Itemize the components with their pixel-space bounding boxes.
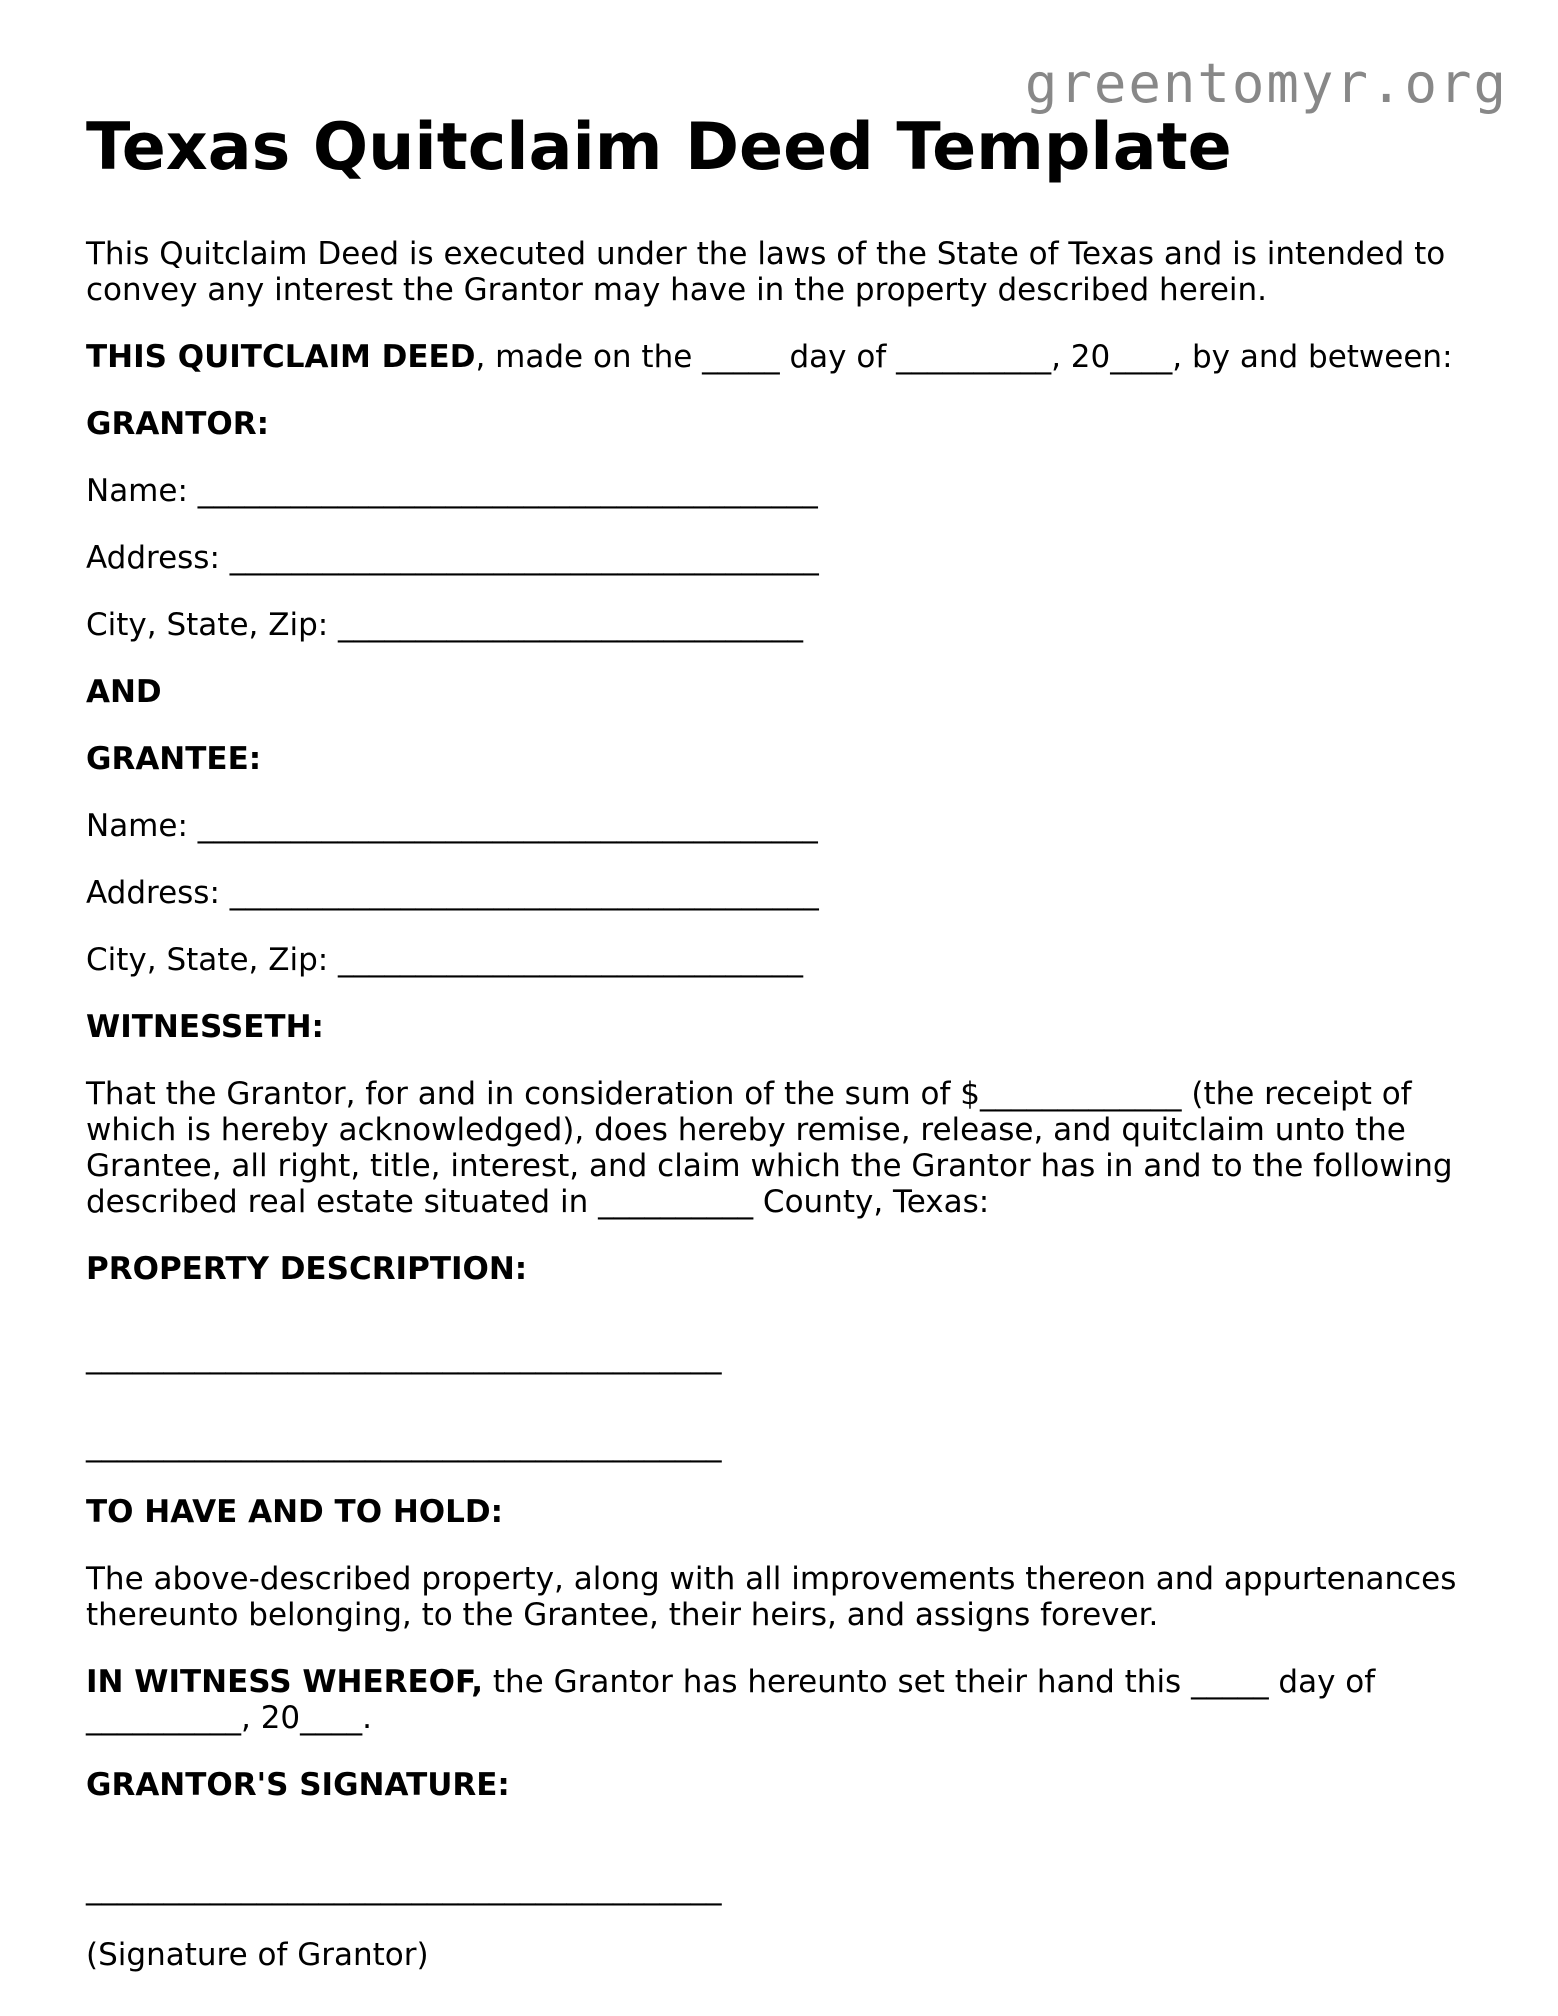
page-title: Texas Quitclaim Deed Template [86,110,1232,185]
hold-paragraph: The above-described property, along with all improvements thereon and appurtenances thereunto belonging, to the Grantee, their heirs, and assigns forever. [86,1560,1457,1633]
intro-paragraph: This Quitclaim Deed is executed under the laws of the State of Texas and is intended to convey any interest the Grantor may have in the property described herein. [86,235,1446,308]
witnesseth-paragraph: That the Grantor, for and in consideration of the sum of $_____________ (the receipt of which is hereby acknowledged), does hereby remise, release, and quitclaim unto the Grantee, all right, title, interest, and claim which the Grantor has in and to the following described real estate situated in __________ County, Texas: [86,1075,1453,1220]
hold-heading: TO HAVE AND TO HOLD: [86,1493,504,1530]
grantee-city-field: City, State, Zip: ______________________________ [86,941,804,978]
grantor-name-field: Name: ________________________________________ [86,472,818,509]
witness-whereof-rest: the Grantor has hereunto set their hand this _____ day of __________, 20____. [86,1663,1376,1736]
grantee-address-field: Address: ______________________________________ [86,874,819,911]
witnesseth-heading: WITNESSETH: [86,1008,324,1045]
property-line-1: _________________________________________ [86,1338,722,1375]
property-heading: PROPERTY DESCRIPTION: [86,1250,528,1287]
signature-heading: GRANTOR'S SIGNATURE: [86,1766,510,1803]
witness-whereof-bold: IN WITNESS WHEREOF, [86,1663,484,1700]
grantee-name-field: Name: ________________________________________ [86,807,818,844]
signature-caption: (Signature of Grantor) [86,1936,429,1973]
grantor-city-field: City, State, Zip: ______________________________ [86,606,804,643]
grantee-heading: GRANTEE: [86,740,262,777]
witness-whereof-line [86,1664,1486,1736]
grantor-address-field: Address: ______________________________________ [86,539,819,576]
deed-date-bold: THIS QUITCLAIM DEED [86,338,476,375]
watermark: greentomyr.org [1024,52,1508,115]
deed-date-rest: , made on the _____ day of __________, 20____, by and between: [475,338,1453,375]
signature-line: _________________________________________ [86,1869,722,1906]
deed-document [86,112,1486,1973]
deed-date-line [86,339,1486,375]
grantor-heading: GRANTOR: [86,405,270,442]
property-line-2: _________________________________________ [86,1426,722,1463]
and-label: AND [86,673,162,710]
